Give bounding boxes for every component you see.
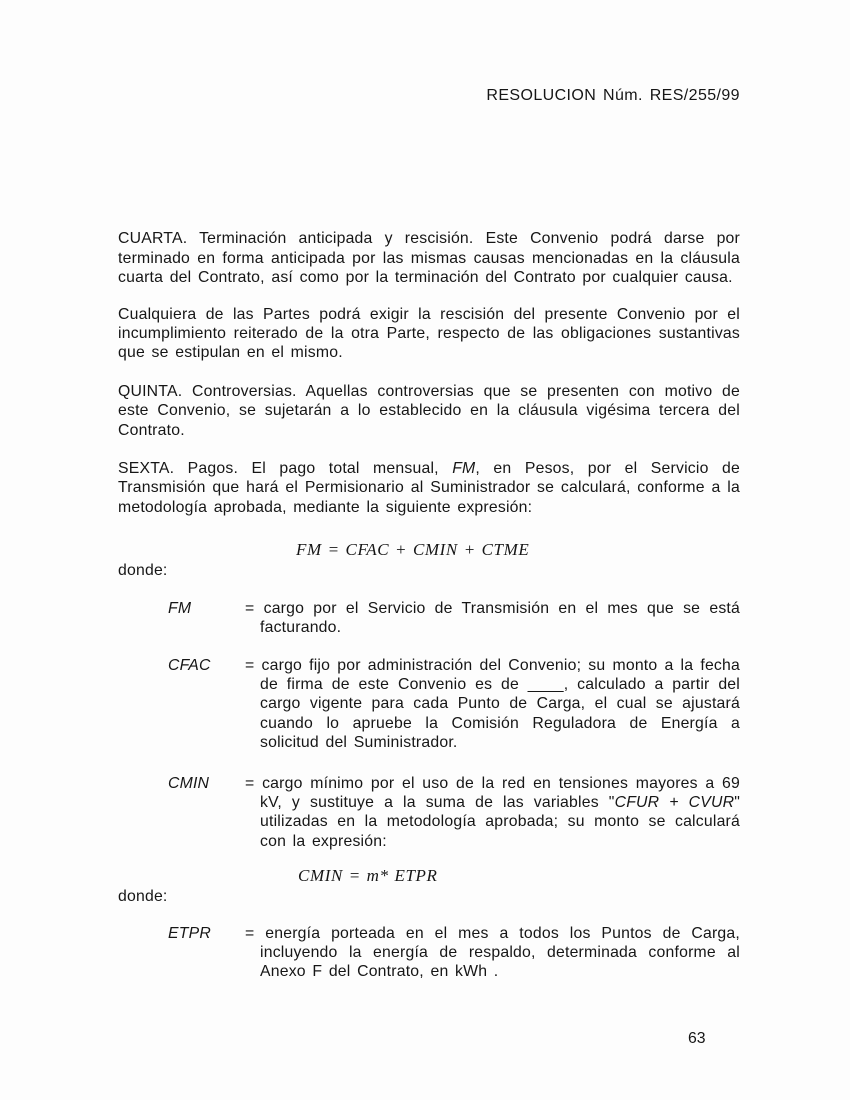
- sexta-text-pre: SEXTA. Pagos. El pago total mensual,: [118, 460, 453, 478]
- definition-term-cmin: CMIN: [168, 774, 210, 792]
- definition-text-fm: = cargo por el Servicio de Transmisión en el mes que se está facturando.: [245, 599, 740, 637]
- definition-term-fm: FM: [168, 599, 192, 617]
- definition-text-cfac: = cargo fijo por administración del Convenio; su monto a la fecha de firma de este Convenio es de ____, calculado a partir del cargo vigente para cada Punto de Carga, el cual se ajustará cuando lo apruebe la Comisión Reguladora de Energía a solicitud del Suministrador.: [245, 656, 740, 752]
- definition-term-etpr: ETPR: [168, 924, 211, 942]
- definition-term-cfac: CFAC: [168, 656, 211, 674]
- page-number: 63: [688, 1030, 706, 1047]
- donde-label-2: donde:: [118, 888, 168, 906]
- definition-text-cmin: [245, 774, 740, 852]
- sexta-text-post: , en Pesos, por el Servicio de Transmisión que hará el Permisionario al Suministrador se calculará, conforme a la metodología aprobada, mediante la siguiente expresión:: [118, 460, 740, 516]
- document-header: RESOLUCION Núm. RES/255/99: [486, 87, 740, 104]
- variable-cfur-cvur: CFUR + CVUR: [614, 793, 735, 811]
- document-content: [118, 0, 740, 982]
- definition-text-etpr: = energía porteada en el mes a todos los Puntos de Carga, incluyendo la energía de respaldo, determinada conforme al Anexo F del Contrato, en kWh .: [245, 924, 740, 981]
- formula-fm-total: FM = CFAC + CMIN + CTME: [296, 540, 530, 560]
- paragraph-clause-quinta: QUINTA. Controversias. Aquellas controversias que se presenten con motivo de este Convenio, se sujetarán a lo establecido en la cláusula vigésima tercera del Contrato.: [118, 382, 740, 439]
- definition-row-etpr: [118, 924, 740, 982]
- cmin-def-post: " utilizadas en la metodología aprobada; su monto se calculará con la expresión:: [260, 793, 740, 850]
- paragraph-clause-sexta: [118, 459, 740, 517]
- formula-cmin: CMIN = m* ETPR: [298, 866, 438, 886]
- cmin-def-pre: = cargo mínimo por el uso de la red en tensiones mayores a 69 kV, y sustituye a la suma de las variables ": [245, 774, 740, 811]
- paragraph-clause-cuarta: CUARTA. Terminación anticipada y rescisión. Este Convenio podrá darse por terminado en forma anticipada por las mismas causas mencionadas en la cláusula cuarta del Contrato, así como por la terminación del Contrato por cualquier causa.: [118, 230, 740, 287]
- donde-label-1: donde:: [118, 562, 168, 580]
- definition-row-cfac: [118, 656, 740, 753]
- definition-row-fm: [118, 599, 740, 638]
- variable-fm-inline: FM: [452, 460, 476, 478]
- definition-row-cmin: [118, 774, 740, 852]
- paragraph-rescision: Cualquiera de las Partes podrá exigir la rescisión del presente Convenio por el incumplimiento reiterado de la otra Parte, respecto de las obligaciones sustantivas que se estipulan en el mismo.: [118, 305, 740, 362]
